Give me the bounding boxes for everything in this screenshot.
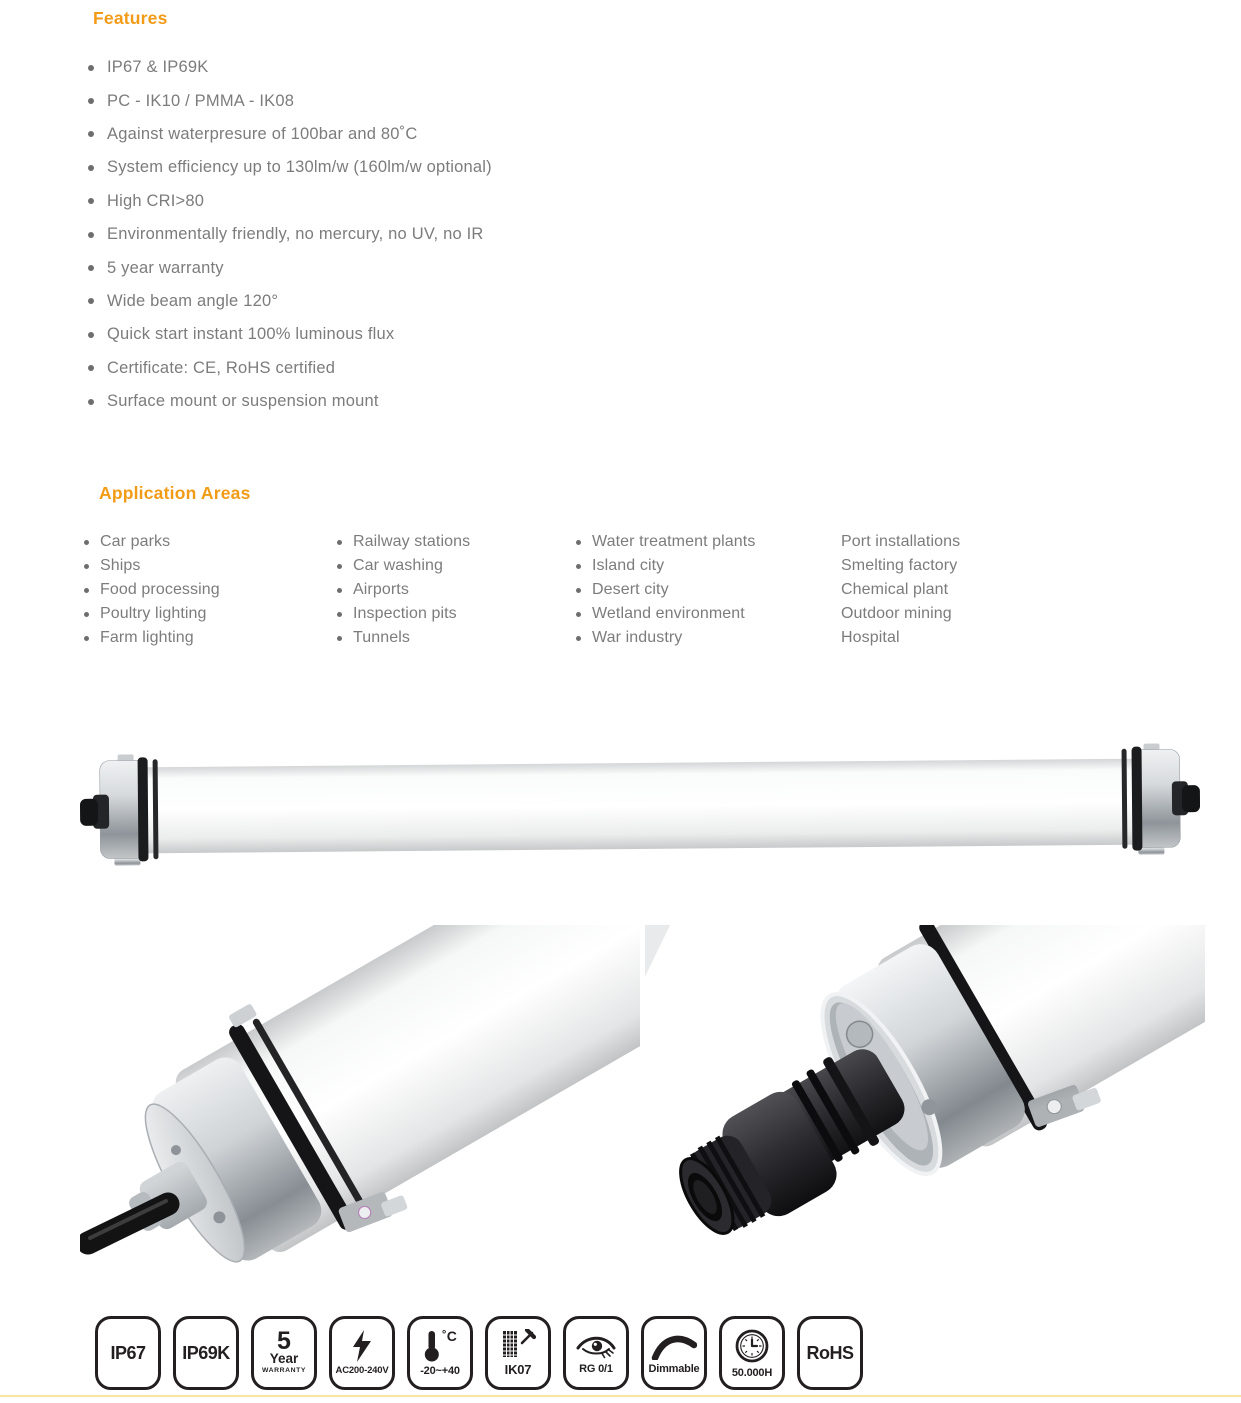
detail-image-connector-exploded bbox=[645, 925, 1205, 1310]
badge-label: RoHS bbox=[806, 1342, 854, 1363]
bullet-icon bbox=[84, 636, 89, 641]
bullet-icon bbox=[337, 588, 342, 593]
list-item: Environmentally friendly, no mercury, no UV, no IR bbox=[88, 218, 492, 251]
applications-column-4 bbox=[841, 530, 960, 650]
detail-image-cable-end bbox=[80, 925, 640, 1310]
list-item: Outdoor mining bbox=[841, 605, 952, 622]
badge-operating-temperature bbox=[407, 1316, 473, 1390]
bullet-icon bbox=[88, 232, 94, 238]
list-item: Smelting factory bbox=[841, 557, 958, 574]
applications-heading: Application Areas bbox=[99, 483, 251, 503]
bullet-icon bbox=[88, 399, 94, 405]
list-item: Car washing bbox=[337, 554, 470, 578]
bullet-icon bbox=[576, 636, 581, 641]
bullet-icon bbox=[84, 588, 89, 593]
list-item: Certificate: CE, RoHS certified bbox=[88, 352, 492, 385]
badge-label: RG 0/1 bbox=[579, 1362, 613, 1375]
list-item: War industry bbox=[576, 626, 755, 650]
badge-dimmable bbox=[641, 1316, 707, 1390]
badge-lifetime bbox=[719, 1316, 785, 1390]
bullet-icon bbox=[84, 612, 89, 617]
bullet-icon bbox=[84, 564, 89, 569]
list-item: High CRI>80 bbox=[88, 185, 492, 218]
bullet-icon bbox=[576, 540, 581, 545]
list-item: Tunnels bbox=[337, 626, 470, 650]
bullet-icon bbox=[576, 564, 581, 569]
bullet-icon bbox=[88, 298, 94, 304]
features-heading: Features bbox=[93, 8, 168, 28]
applications-column-1 bbox=[84, 530, 220, 650]
certification-badges bbox=[95, 1316, 863, 1390]
clock-icon bbox=[734, 1328, 770, 1364]
list-item: 5 year warranty bbox=[88, 251, 492, 284]
badge-label: AC200-240V bbox=[335, 1365, 389, 1376]
list-item: Island city bbox=[576, 554, 755, 578]
list-item: Wetland environment bbox=[576, 602, 755, 626]
bullet-icon bbox=[576, 612, 581, 617]
applications-column-3 bbox=[576, 530, 755, 650]
badge-label: Year bbox=[269, 1351, 299, 1367]
bullet-icon bbox=[88, 198, 94, 204]
list-item: Surface mount or suspension mount bbox=[88, 385, 492, 418]
applications-column-2 bbox=[337, 530, 470, 650]
impact-hammer-icon bbox=[500, 1329, 536, 1359]
list-item: Railway stations bbox=[337, 530, 470, 554]
list-item: Wide beam angle 120° bbox=[88, 285, 492, 318]
dimming-curve-icon bbox=[651, 1332, 697, 1360]
list-item: Water treatment plants bbox=[576, 530, 755, 554]
list-item: Desert city bbox=[576, 578, 755, 602]
list-item: Quick start instant 100% luminous flux bbox=[88, 318, 492, 351]
bullet-icon bbox=[337, 612, 342, 617]
lightning-bolt-icon bbox=[351, 1330, 373, 1362]
eye-icon bbox=[575, 1332, 617, 1360]
list-item: IP67 & IP69K bbox=[88, 51, 492, 84]
list-item: System efficiency up to 130lm/w (160lm/w optional) bbox=[88, 151, 492, 184]
list-item: Ships bbox=[84, 554, 220, 578]
list-item: Hospital bbox=[841, 629, 900, 646]
badge-rohs bbox=[797, 1316, 863, 1390]
list-item: Against waterpresure of 100bar and 80˚C bbox=[88, 118, 492, 151]
badge-label: IK07 bbox=[504, 1362, 532, 1377]
list-item: Car parks bbox=[84, 530, 220, 554]
list-item: Food processing bbox=[84, 578, 220, 602]
list-item: Inspection pits bbox=[337, 602, 470, 626]
celsius-label: ˚C bbox=[442, 1327, 457, 1344]
bullet-icon bbox=[88, 365, 94, 371]
bullet-icon bbox=[88, 265, 94, 271]
badge-label: -20~+40 bbox=[420, 1364, 460, 1377]
bullet-icon bbox=[88, 332, 94, 338]
badge-label: IP67 bbox=[110, 1342, 146, 1363]
bullet-icon bbox=[337, 540, 342, 545]
product-image-full-tube bbox=[80, 742, 1200, 867]
badge-label: IP69K bbox=[182, 1342, 230, 1363]
list-item: Airports bbox=[337, 578, 470, 602]
badge-ip67 bbox=[95, 1316, 161, 1390]
bullet-icon bbox=[88, 98, 94, 104]
badge-label: WARRANTY bbox=[261, 1366, 307, 1374]
thermometer-icon bbox=[423, 1327, 457, 1362]
list-item: Chemical plant bbox=[841, 581, 949, 598]
badge-ik07 bbox=[485, 1316, 551, 1390]
bullet-icon bbox=[88, 165, 94, 171]
footer-accent-line bbox=[0, 1395, 1241, 1397]
bullet-icon bbox=[337, 636, 342, 641]
bullet-icon bbox=[337, 564, 342, 569]
bullet-icon bbox=[88, 131, 94, 137]
badge-label: 5 bbox=[277, 1326, 291, 1355]
badge-ip69k bbox=[173, 1316, 239, 1390]
badge-label: 50.000H bbox=[731, 1366, 773, 1379]
list-item: PC - IK10 / PMMA - IK08 bbox=[88, 84, 492, 117]
bullet-icon bbox=[576, 588, 581, 593]
bullet-icon bbox=[84, 540, 89, 545]
badge-voltage bbox=[329, 1316, 395, 1390]
badge-label: Dimmable bbox=[648, 1362, 700, 1375]
features-list bbox=[88, 51, 492, 418]
list-item: Poultry lighting bbox=[84, 602, 220, 626]
bullet-icon bbox=[88, 65, 94, 71]
badge-5-year-warranty bbox=[251, 1316, 317, 1390]
list-item: Port installations bbox=[841, 533, 961, 550]
list-item: Farm lighting bbox=[84, 626, 220, 650]
badge-photobiological-rg bbox=[563, 1316, 629, 1390]
